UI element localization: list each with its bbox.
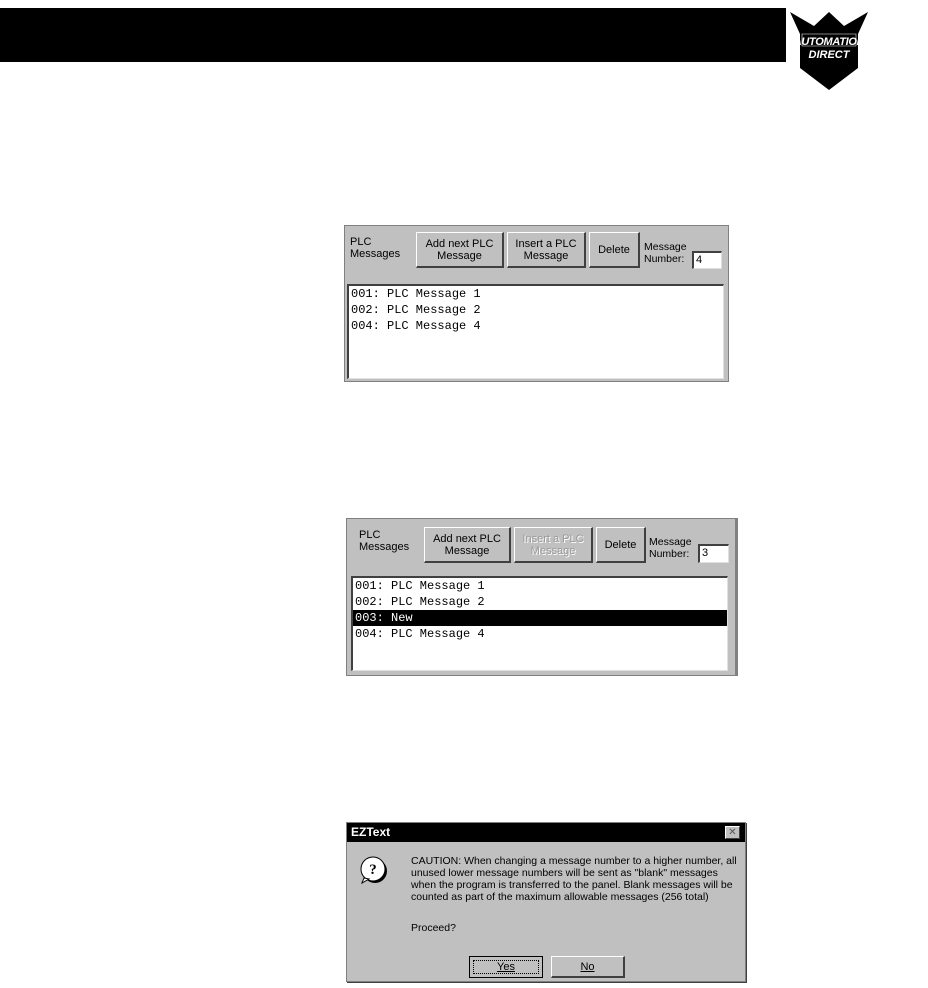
insert-label: Insert a PLC Message <box>515 237 577 262</box>
panel-toolbar <box>345 226 728 270</box>
dialog-title: EZText <box>351 825 391 839</box>
delete-label: Delete <box>598 243 630 256</box>
plc-messages-panel-2 <box>346 518 738 676</box>
message-number-input[interactable]: 3 <box>698 544 729 563</box>
yes-label: Yes <box>497 961 515 973</box>
add-next-plc-message-button[interactable] <box>424 527 511 563</box>
message-number-input[interactable]: 4 <box>692 251 722 269</box>
message-list[interactable] <box>347 284 724 379</box>
plc-messages-label: PLC Messages <box>359 529 410 553</box>
close-icon[interactable]: ✕ <box>725 826 740 839</box>
svg-text:?: ? <box>369 862 377 878</box>
add-next-label: Add next PLC Message <box>433 532 501 557</box>
dialog-message: CAUTION: When changing a message number to a higher number, all unused lower message numbers will be sent as "blank" messages when the program is transferred to the panel. Blank messages will be counted as part of the maximum allowable messages (256 total) <box>411 855 737 903</box>
plc-messages-label: PLC Messages <box>350 236 401 260</box>
plc-messages-panel-1 <box>344 225 729 382</box>
list-item[interactable]: 001: PLC Message 1 <box>351 287 481 301</box>
list-item[interactable]: 004: PLC Message 4 <box>351 319 481 333</box>
delete-label: Delete <box>604 538 637 551</box>
delete-button[interactable] <box>596 527 646 563</box>
dialog-title-bar <box>347 823 745 842</box>
message-list[interactable] <box>351 576 728 671</box>
list-item[interactable]: 001: PLC Message 1 <box>355 579 485 593</box>
panel-toolbar <box>347 519 735 563</box>
message-number-label: Message Number: <box>644 241 687 265</box>
list-item[interactable]: 004: PLC Message 4 <box>355 627 485 641</box>
logo-line2: DIRECT <box>808 49 850 61</box>
add-next-label: Add next PLC Message <box>425 237 494 262</box>
message-number-label: Message Number: <box>649 536 692 560</box>
insert-label: Insert a PLC Message <box>522 532 584 557</box>
list-item[interactable]: 002: PLC Message 2 <box>351 303 481 317</box>
insert-plc-message-button[interactable] <box>507 232 586 268</box>
no-label: No <box>580 960 595 973</box>
automationdirect-logo <box>788 12 893 90</box>
yes-button[interactable] <box>469 956 543 978</box>
header-bar <box>0 8 786 62</box>
question-icon <box>360 856 388 884</box>
list-item-selected[interactable]: 003: New <box>353 610 727 626</box>
add-next-plc-message-button[interactable] <box>416 232 504 268</box>
insert-plc-message-button[interactable] <box>514 527 593 563</box>
eztext-dialog <box>346 822 746 982</box>
list-item[interactable]: 002: PLC Message 2 <box>355 595 485 609</box>
logo-suffix: .com <box>881 58 893 64</box>
delete-button[interactable] <box>589 232 640 268</box>
no-button[interactable] <box>551 956 625 978</box>
logo-line1: AUTOMATION <box>793 36 865 48</box>
dialog-proceed: Proceed? <box>411 922 456 934</box>
